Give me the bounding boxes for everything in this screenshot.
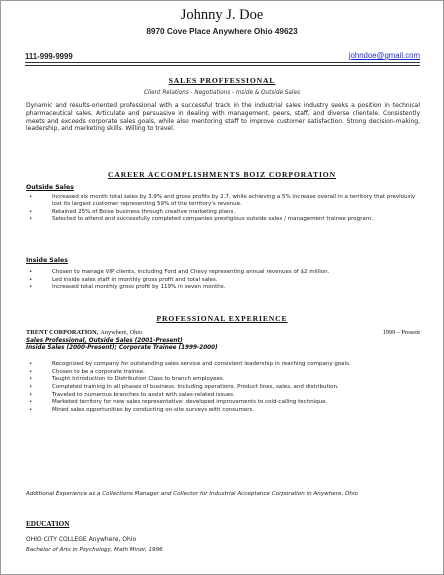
bullet-icon: •: [29, 194, 33, 200]
additional-experience: Additional Experience as a Collections Manager and Collector for Industrial Acceptance Corporation in Anywhere, Ohio: [26, 491, 358, 497]
bullet-icon: •: [29, 284, 33, 291]
experience-heading-text: PROFESSIONAL EXPERIENCE: [156, 314, 288, 323]
header-divider-top: [25, 62, 420, 63]
list-item: • Taught Introduction to Distribution Class to branch employees.: [29, 376, 225, 383]
job-header: [26, 329, 420, 336]
list-item: • Retained 25% of Boise business through creative marketing plans.: [29, 208, 236, 215]
bullet-icon: •: [29, 399, 33, 406]
list-item: • Increased six month total sales by 3.9% and gross profits by 2.7, while achieving a 5% increase overall in a territory that previously lost its largest customer representing 59% of the territory's revenue.: [29, 194, 416, 208]
role-title-1: Sales Professional, Outside Sales (2001-Present): [26, 338, 183, 344]
contact-phone: 111-999-9999: [25, 52, 73, 61]
experience-heading: [1, 314, 443, 323]
bullet-icon: •: [29, 276, 33, 283]
bullet-icon: •: [29, 368, 33, 375]
job-dates: 1999 – Present: [382, 329, 420, 336]
company-location: Anywhere, Ohio: [100, 329, 143, 336]
list-item: • Mined sales opportunities by conducting on-site surveys with consumers.: [29, 407, 255, 414]
inside-sales-list: [26, 269, 416, 292]
list-item: • Traveled to numerous branches to assist with sales-related issues.: [29, 391, 235, 398]
header-divider-bottom: [25, 65, 420, 66]
bullet-icon: •: [29, 208, 33, 215]
bullet-icon: •: [29, 376, 33, 383]
education-school: OHIO CITY COLLEGE Anywhere, Ohio: [26, 536, 137, 543]
summary-paragraph: Dynamic and results-oriented professional with a successful track in the industrial sales industry seeks a position in technical pharmaceutical sales. Articulate and persuasive in dealing with management, peers, staff, and diverse clientele. Consistently meets and exceeds corporate sales goals, while also mentoring staff to improve customer satisfaction. Strong decision-making, leadership, and marketing skills. Willing to travel.: [26, 102, 420, 133]
bullet-icon: •: [29, 269, 33, 275]
education-degree: Bachelor of Arts in Psychology, Math Minor, 1996: [26, 547, 163, 553]
outside-sales-list: [26, 194, 416, 224]
role-title-2: Inside Sales (2000-Present); Corporate Trainee (1999-2000): [26, 345, 218, 352]
candidate-name: Johnny J. Doe: [180, 7, 264, 23]
bullet-icon: •: [29, 391, 33, 398]
list-item: • Marketed territory for new sales representative: developed improvements to cold-calling technique.: [29, 399, 328, 406]
list-item: • Chosen to be a corporate trainee.: [29, 368, 145, 375]
list-item: • Chosen to manage VIP clients, including Ford and Chevy representing annual revenues of $2 million.: [29, 269, 330, 275]
contact-address: 8970 Cove Place Anywhere Ohio 49623: [146, 27, 298, 36]
accomplishments-heading: [1, 170, 443, 179]
bullet-icon: •: [29, 216, 33, 223]
outside-sales-title: Outside Sales: [26, 184, 74, 191]
objective-subline: Client Relations - Negotiations - Inside & Outside Sales: [144, 90, 300, 96]
list-item: • Recognized by company for outstanding sales service and consistent leadership in reaching company goals.: [29, 361, 351, 367]
experience-list: [26, 361, 416, 415]
list-item: • Completed training in all phases of business. Including operations. Product lines, sales, and distribution.: [29, 384, 339, 391]
bullet-icon: •: [29, 361, 33, 367]
education-heading: EDUCATION: [26, 520, 70, 528]
list-item: • Increased total monthly gross profit by 119% in seven months.: [29, 284, 226, 291]
list-item: • Selected to attend and successfully completed companies prestigious outside sales / management trainee program.: [29, 216, 373, 223]
bullet-icon: •: [29, 407, 33, 414]
objective-heading-text: SALES PROFFESSIONAL: [168, 76, 276, 85]
company-name: TRENT CORPORATION,: [26, 329, 99, 336]
accomplishments-heading-text: CAREER ACCOMPLISHMENTS BOIZ CORPORATION: [108, 170, 336, 179]
job-roles: [26, 338, 218, 352]
objective-heading: [1, 76, 443, 85]
contact-email-link[interactable]: johndoe@gmail.com: [348, 51, 420, 60]
list-item: • Led inside sales staff in monthly gross profit and total sales.: [29, 276, 218, 283]
bullet-icon: •: [29, 384, 33, 391]
inside-sales-title: Inside Sales: [26, 257, 68, 264]
